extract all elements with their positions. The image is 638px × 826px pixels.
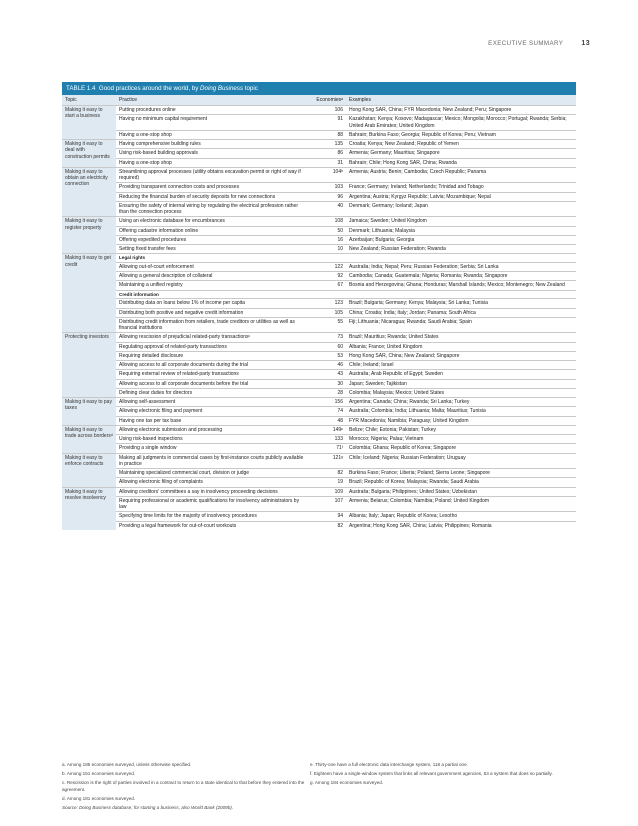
examples-cell: China; Croatia; India; Italy; Jordan; Panama; South Africa: [346, 308, 576, 317]
practice-cell: Specifying time limits for the majority of insolvency procedures: [116, 512, 310, 521]
practice-cell: Providing transparent connection costs and processes: [116, 183, 310, 192]
col-header-topic: Topic: [62, 95, 116, 106]
topic-cell: Making it easy to trade across bordersᵈ: [62, 425, 116, 453]
practice-cell: Having comprehensive building rules: [116, 140, 310, 149]
economies-cell: 103: [310, 183, 346, 192]
table-row: [62, 379, 576, 388]
practice-cell: Using an electronic database for encumbrances: [116, 217, 310, 226]
col-header-economies: Economiesᵃ: [310, 95, 346, 106]
examples-cell: Australia; India; Nepal; Peru; Russian Federation; Serbia; Sri Lanka: [346, 262, 576, 271]
economies-cell: 94: [310, 512, 346, 521]
practice-cell: Setting fixed transfer fees: [116, 245, 310, 254]
table-title-suffix: topic: [243, 85, 258, 92]
topic-cell: Making it easy to resolve insolvency: [62, 487, 116, 530]
table-row: [62, 183, 576, 192]
practice-cell: Making all judgments in commercial cases by first-instance courts publicly available in practice: [116, 453, 310, 469]
economies-cell: 82: [310, 469, 346, 478]
practice-cell: Defining clear duties for directors: [116, 388, 310, 397]
practice-cell: Allowing rescission of prejudicial related-party transactionsᶜ: [116, 333, 310, 342]
table-row: [62, 425, 576, 434]
note-a: a. Among 185 economies surveyed, unless otherwise specified.: [62, 762, 192, 767]
economies-cell: 108: [310, 217, 346, 226]
good-practices-table: [62, 82, 576, 530]
table-row: [62, 416, 576, 425]
economies-cell: 123: [310, 299, 346, 308]
examples-cell: Colombia; Ghana; Republic of Korea; Singapore: [346, 444, 576, 453]
examples-cell: Argentina; Canada; China; Rwanda; Sri Lanka; Turkey: [346, 398, 576, 407]
economies-cell: 105: [310, 308, 346, 317]
practice-cell: Using risk-based inspections: [116, 435, 310, 444]
topic-cell: Making it easy to get credit: [62, 254, 116, 333]
table-subheading-row: [62, 290, 576, 299]
page-number: 13: [581, 40, 590, 47]
examples-cell: Armenia; Belarus; Colombia; Namibia; Poland; United Kingdom: [346, 496, 576, 512]
table-row: [62, 317, 576, 333]
examples-cell: Armenia; Germany; Mauritius; Singapore: [346, 149, 576, 158]
table-row: [62, 478, 576, 487]
table-subheading-row: [62, 254, 576, 263]
topic-cell: Making it easy to pay taxes: [62, 398, 116, 426]
table-title-italic: Doing Business: [200, 85, 244, 92]
practice-cell: Offering expedited procedures: [116, 235, 310, 244]
economies-cell: 55: [310, 317, 346, 333]
examples-cell: France; Germany; Ireland; Netherlands; Trinidad and Tobago: [346, 183, 576, 192]
subheading-cell: Legal rights: [116, 254, 576, 263]
table-row: [62, 342, 576, 351]
practice-cell: Streamlining approval processes (utility obtains excavation permit or right of way if required): [116, 167, 310, 183]
economies-cell: 31: [310, 158, 346, 167]
economies-cell: 107: [310, 496, 346, 512]
practice-cell: Allowing out-of-court enforcement: [116, 262, 310, 271]
economies-cell: 74: [310, 407, 346, 416]
economies-cell: 28: [310, 388, 346, 397]
practice-cell: Using risk-based building approvals: [116, 149, 310, 158]
examples-cell: Japan; Sweden; Tajikistan: [346, 379, 576, 388]
practice-cell: Providing a legal framework for out-of-court workouts: [116, 521, 310, 530]
practices-table: [62, 95, 576, 530]
examples-cell: Hong Kong SAR, China; FYR Macedonia; New Zealand; Peru; Singapore: [346, 106, 576, 115]
table-row: [62, 299, 576, 308]
table-row: [62, 398, 576, 407]
table-row: [62, 106, 576, 115]
examples-cell: New Zealand; Russian Federation; Rwanda: [346, 245, 576, 254]
note-e: e. Thirty-one have a full electronic data interchange system, 118 a partial one.: [310, 762, 468, 767]
examples-cell: Argentina; Hong Kong SAR, China; Latvia; Philippines; Romania: [346, 521, 576, 530]
topic-cell: Making it easy to start a business: [62, 106, 116, 140]
examples-cell: Denmark; Lithuania; Malaysia: [346, 226, 576, 235]
economies-cell: 82: [310, 521, 346, 530]
examples-cell: Hong Kong SAR, China; New Zealand; Singapore: [346, 351, 576, 360]
table-row: [62, 192, 576, 201]
examples-cell: Fiji; Lithuania; Nicaragua; Rwanda; Saudi Arabia; Spain: [346, 317, 576, 333]
examples-cell: Burkina Faso; France; Liberia; Poland; Sierra Leone; Singapore: [346, 469, 576, 478]
economies-cell: 19: [310, 478, 346, 487]
col-header-examples: Examples: [346, 95, 576, 106]
table-row: [62, 444, 576, 453]
examples-cell: Bahrain; Chile; Hong Kong SAR, China; Rwanda: [346, 158, 576, 167]
topic-cell: Protecting investors: [62, 333, 116, 398]
examples-cell: Belize; Chile; Estonia; Pakistan; Turkey: [346, 425, 576, 434]
economies-cell: 30: [310, 379, 346, 388]
table-row: [62, 496, 576, 512]
table-row: [62, 521, 576, 530]
practice-cell: Putting procedures online: [116, 106, 310, 115]
table-header-row: [62, 95, 576, 106]
table-row: [62, 272, 576, 281]
practice-cell: Maintaining specialized commercial court, division or judge: [116, 469, 310, 478]
examples-cell: Chile; Iceland; Nigeria; Russian Federation; Uruguay: [346, 453, 576, 469]
economies-cell: 86: [310, 149, 346, 158]
examples-cell: Brazil; Mauritius; Rwanda; United States: [346, 333, 576, 342]
notes-right-column: [310, 762, 558, 790]
economies-cell: 48: [310, 416, 346, 425]
examples-cell: FYR Macedonia; Namibia; Paraguay; United Kingdom: [346, 416, 576, 425]
examples-cell: Denmark; Germany; Iceland; Japan: [346, 201, 576, 217]
economies-cell: 88: [310, 130, 346, 139]
note-f: f. Eighteen have a single-window system that links all relevant government agencies, 53 a system that does so partially.: [310, 771, 553, 777]
examples-cell: Albania; Italy; Japan; Republic of Korea; Lesotho: [346, 512, 576, 521]
table-title-prefix: Good practices around the world, by: [98, 85, 201, 92]
economies-cell: 43: [310, 370, 346, 379]
practice-cell: Having one tax per tax base: [116, 416, 310, 425]
table-row: [62, 453, 576, 469]
examples-cell: Brazil; Republic of Korea; Malaysia; Rwanda; Saudi Arabia: [346, 478, 576, 487]
economies-cell: 73: [310, 333, 346, 342]
practice-cell: Requiring detailed disclosure: [116, 351, 310, 360]
table-row: [62, 226, 576, 235]
table-row: [62, 512, 576, 521]
economies-cell: 109: [310, 487, 346, 496]
subheading-cell: Credit information: [116, 290, 576, 299]
examples-cell: Australia; Colombia; India; Lithuania; Malta; Mauritius; Tunisia: [346, 407, 576, 416]
practice-cell: Allowing electronic filing and payment: [116, 407, 310, 416]
table-row: [62, 407, 576, 416]
economies-cell: 40: [310, 201, 346, 217]
table-row: [62, 370, 576, 379]
practice-cell: Regulating approval of related-party transactions: [116, 342, 310, 351]
table-row: [62, 469, 576, 478]
table-row: [62, 245, 576, 254]
table-row: [62, 487, 576, 496]
table-row: [62, 201, 576, 217]
table-row: [62, 262, 576, 271]
table-row: [62, 333, 576, 342]
examples-cell: Brazil; Bulgaria; Germany; Kenya; Malaysia; Sri Lanka; Tunisia: [346, 299, 576, 308]
practice-cell: Requiring professional or academic qualifications for insolvency administrators by law: [116, 496, 310, 512]
economies-cell: 135: [310, 140, 346, 149]
notes-left-column: [62, 762, 310, 814]
economies-cell: 104ᵇ: [310, 167, 346, 183]
examples-cell: Chile; Ireland; Israel: [346, 361, 576, 370]
table-row: [62, 235, 576, 244]
examples-cell: Croatia; Kenya; New Zealand; Republic of Yemen: [346, 140, 576, 149]
economies-cell: 149ᵉ: [310, 425, 346, 434]
examples-cell: Jamaica; Sweden; United Kingdom: [346, 217, 576, 226]
table-row: [62, 351, 576, 360]
practice-cell: Requiring external review of related-party transactions: [116, 370, 310, 379]
practice-cell: Allowing a general description of collateral: [116, 272, 310, 281]
practice-cell: Maintaining a unified registry: [116, 281, 310, 290]
table-body: [62, 106, 576, 530]
economies-cell: 16: [310, 235, 346, 244]
col-header-practice: Practice: [116, 95, 310, 106]
economies-cell: 96: [310, 192, 346, 201]
practice-cell: Allowing access to all corporate documents before the trial: [116, 379, 310, 388]
practice-cell: Offering cadastre information online: [116, 226, 310, 235]
practice-cell: Providing a single window: [116, 444, 310, 453]
section-title: EXECUTIVE SUMMARY: [488, 40, 564, 47]
running-header: [488, 40, 590, 47]
topic-cell: Making it easy to register property: [62, 217, 116, 254]
table-row: [62, 308, 576, 317]
table-row: [62, 361, 576, 370]
practice-cell: Distributing credit information from retailers, trade creditors or utilities as well as financial institutions: [116, 317, 310, 333]
examples-cell: Australia; Bulgaria; Philippines; United States; Uzbekistan: [346, 487, 576, 496]
practice-cell: Distributing both positive and negative credit information: [116, 308, 310, 317]
practice-cell: Allowing electronic filing of complaints: [116, 478, 310, 487]
examples-cell: Australia; Arab Republic of Egypt; Sweden: [346, 370, 576, 379]
examples-cell: Bosnia and Herzegovina; Ghana; Honduras; Marshall Islands; Mexico; Montenegro; New Zealand: [346, 281, 576, 290]
economies-cell: 53: [310, 351, 346, 360]
table-title: [62, 82, 576, 95]
economies-cell: 91: [310, 115, 346, 131]
economies-cell: 50: [310, 226, 346, 235]
economies-cell: 133: [310, 435, 346, 444]
examples-cell: Argentina; Austria; Kyrgyz Republic; Latvia; Mozambique; Nepal: [346, 192, 576, 201]
table-row: [62, 140, 576, 149]
practice-cell: Allowing creditors' committees a say in insolvency proceeding decisions: [116, 487, 310, 496]
economies-cell: 67: [310, 281, 346, 290]
examples-cell: Albania; France; United Kingdom: [346, 342, 576, 351]
table-label: TABLE 1.4: [66, 85, 96, 92]
table-row: [62, 115, 576, 131]
practice-cell: Having a one-stop shop: [116, 130, 310, 139]
economies-cell: 71ᶠ: [310, 444, 346, 453]
examples-cell: Kazakhstan; Kenya; Kosovo; Madagascar; Mexico; Mongolia; Morocco; Portugal; Rwanda; Serbia; United Arab Emirates; United Kingdom: [346, 115, 576, 131]
economies-cell: 92: [310, 272, 346, 281]
note-d: d. Among 181 economies surveyed.: [62, 795, 136, 801]
table-row: [62, 217, 576, 226]
table-row: [62, 158, 576, 167]
economies-cell: 46: [310, 361, 346, 370]
topic-cell: Making it easy to deal with construction permits: [62, 140, 116, 168]
table-row: [62, 435, 576, 444]
examples-cell: Cambodia; Canada; Guatemala; Nigeria; Romania; Rwanda; Singapore: [346, 272, 576, 281]
examples-cell: Azerbaijan; Bulgaria; Georgia: [346, 235, 576, 244]
topic-cell: Making it easy to enforce contracts: [62, 453, 116, 487]
practice-cell: Ensuring the safety of internal wiring by regulating the electrical profession rather than the connection process: [116, 201, 310, 217]
note-g: g. Among 184 economies surveyed.: [310, 780, 384, 786]
examples-cell: Bahrain; Burkina Faso; Georgia; Republic of Korea; Peru; Vietnam: [346, 130, 576, 139]
table-row: [62, 149, 576, 158]
table-row: [62, 388, 576, 397]
examples-cell: Morocco; Nigeria; Palau; Vietnam: [346, 435, 576, 444]
practice-cell: Allowing access to all corporate documents during the trial: [116, 361, 310, 370]
practice-cell: Allowing electronic submission and processing: [116, 425, 310, 434]
examples-cell: Colombia; Malaysia; Mexico; United States: [346, 388, 576, 397]
note-c: c. Rescission is the right of parties involved in a contract to return to a state identical to that before they entered into the agreement.: [62, 780, 305, 792]
table-row: [62, 167, 576, 183]
economies-cell: 121ᵍ: [310, 453, 346, 469]
economies-cell: 106: [310, 106, 346, 115]
economies-cell: 122: [310, 262, 346, 271]
source-note: Source: Doing Business database; for starting a business, also World Bank (2009b).: [62, 804, 234, 810]
topic-cell: Making it easy to obtain an electricity connection: [62, 167, 116, 217]
practice-cell: Having a one-stop shop: [116, 158, 310, 167]
practice-cell: Distributing data on loans below 1% of income per capita: [116, 299, 310, 308]
note-b: b. Among 151 economies surveyed.: [62, 771, 136, 777]
practice-cell: Reducing the financial burden of security deposits for new connections: [116, 192, 310, 201]
economies-cell: 60: [310, 342, 346, 351]
examples-cell: Armenia; Austria; Benin; Cambodia; Czech Republic; Panama: [346, 167, 576, 183]
practice-cell: Allowing self-assessment: [116, 398, 310, 407]
table-row: [62, 130, 576, 139]
table-row: [62, 281, 576, 290]
economies-cell: 156: [310, 398, 346, 407]
economies-cell: 10: [310, 245, 346, 254]
practice-cell: Having no minimum capital requirement: [116, 115, 310, 131]
